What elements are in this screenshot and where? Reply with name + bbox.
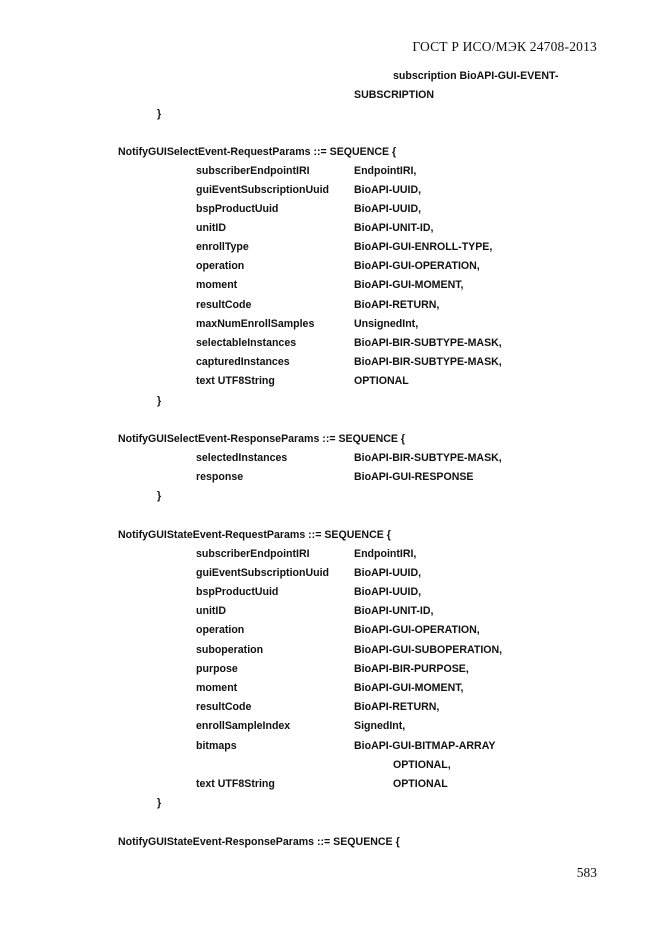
field-name: purpose <box>196 663 238 675</box>
field-name: operation <box>196 624 245 636</box>
field-type: BioAPI-GUI-ENROLL-TYPE, <box>354 241 493 253</box>
field-name: moment <box>196 682 238 694</box>
field-type: BioAPI-BIR-SUBTYPE-MASK, <box>354 356 502 368</box>
field-type: BioAPI-BIR-SUBTYPE-MASK, <box>354 452 502 464</box>
field-name: unitID <box>196 605 227 617</box>
field-type: BioAPI-UUID, <box>354 184 422 196</box>
field-type: OPTIONAL <box>354 375 409 387</box>
field-type: BioAPI-UNIT-ID, <box>354 222 434 234</box>
field-type: BioAPI-UUID, <box>354 567 422 579</box>
field-name: subscriberEndpointIRI <box>196 548 310 560</box>
field-type: BioAPI-GUI-MOMENT, <box>354 682 464 694</box>
field-name: capturedInstances <box>196 356 290 368</box>
continuation-line-2: SUBSCRIPTION <box>354 89 435 101</box>
definition-title: NotifyGUIStateEvent-RequestParams ::= SEQUENCE { <box>118 529 391 541</box>
closing-brace: } <box>157 108 162 120</box>
definition-title: NotifyGUIStateEvent-ResponseParams ::= SEQUENCE { <box>118 836 400 848</box>
field-name: guiEventSubscriptionUuid <box>196 184 330 196</box>
field-name: unitID <box>196 222 227 234</box>
field-type: BioAPI-BIR-PURPOSE, <box>354 663 469 675</box>
field-type: BioAPI-GUI-OPERATION, <box>354 624 480 636</box>
continuation-line-1: subscription BioAPI-GUI-EVENT- <box>393 70 559 82</box>
field-type: OPTIONAL <box>393 778 448 790</box>
field-type: EndpointIRI, <box>354 548 417 560</box>
field-name: moment <box>196 279 238 291</box>
field-type: BioAPI-UUID, <box>354 203 422 215</box>
field-type: BioAPI-GUI-MOMENT, <box>354 279 464 291</box>
field-name: text UTF8String <box>196 375 275 387</box>
field-type: BioAPI-RETURN, <box>354 701 440 713</box>
field-name: bspProductUuid <box>196 586 279 598</box>
field-type: BioAPI-GUI-SUBOPERATION, <box>354 644 503 656</box>
field-name: guiEventSubscriptionUuid <box>196 567 330 579</box>
field-type: BioAPI-BIR-SUBTYPE-MASK, <box>354 337 502 349</box>
field-name: bitmaps <box>196 740 237 752</box>
definition-title: NotifyGUISelectEvent-RequestParams ::= SEQUENCE { <box>118 146 397 158</box>
field-name: maxNumEnrollSamples <box>196 318 315 330</box>
field-type: BioAPI-GUI-BITMAP-ARRAY <box>354 740 496 752</box>
field-name: text UTF8String <box>196 778 275 790</box>
closing-brace: } <box>157 490 162 502</box>
field-type: EndpointIRI, <box>354 165 417 177</box>
field-name: response <box>196 471 244 483</box>
field-type: BioAPI-UNIT-ID, <box>354 605 434 617</box>
page-number: 583 <box>576 865 597 880</box>
closing-brace: } <box>157 395 162 407</box>
field-name: selectableInstances <box>196 337 297 349</box>
field-type: SignedInt, <box>354 720 406 732</box>
field-type: UnsignedInt, <box>354 318 419 330</box>
field-type: BioAPI-RETURN, <box>354 299 440 311</box>
closing-brace: } <box>157 797 162 809</box>
field-name: enrollSampleIndex <box>196 720 291 732</box>
definition-title: NotifyGUISelectEvent-ResponseParams ::= SEQUENCE { <box>118 433 405 445</box>
field-name: operation <box>196 260 245 272</box>
field-name: bspProductUuid <box>196 203 279 215</box>
field-name: resultCode <box>196 701 252 713</box>
field-name: enrollType <box>196 241 249 253</box>
field-name: suboperation <box>196 644 264 656</box>
field-name: subscriberEndpointIRI <box>196 165 310 177</box>
field-name: resultCode <box>196 299 252 311</box>
field-name: selectedInstances <box>196 452 288 464</box>
document-header: ГОСТ Р ИСО/МЭК 24708-2013 <box>412 39 597 54</box>
field-type: BioAPI-GUI-OPERATION, <box>354 260 480 272</box>
field-type-continuation: OPTIONAL, <box>393 759 451 771</box>
field-type: BioAPI-UUID, <box>354 586 422 598</box>
field-type: BioAPI-GUI-RESPONSE <box>354 471 474 483</box>
